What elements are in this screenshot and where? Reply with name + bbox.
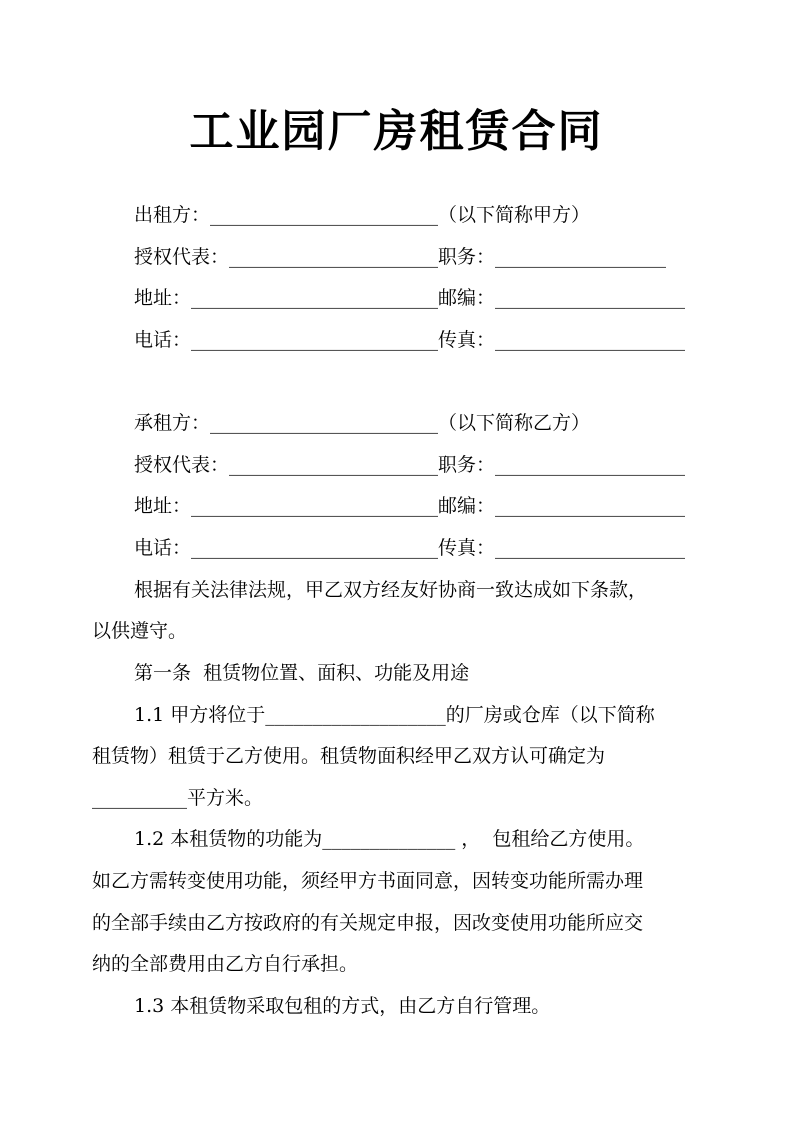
- clause-1-3-line-1: 1.3 本租赁物采取包租的方式，由乙方自行管理。: [134, 995, 551, 1017]
- lessee-name-line: 承租方：________________________（以下简称乙方）: [134, 412, 591, 434]
- lessor-name-line: 出租方：________________________（以下简称甲方）: [134, 204, 591, 226]
- preamble-line-1: 根据有关法律法规，甲乙双方经友好协商一致达成如下条款，: [134, 579, 648, 601]
- clause-1-2-line-2: 如乙方需转变使用功能，须经甲方书面同意，因转变功能所需办理: [92, 870, 644, 892]
- clause-1-2-line-4: 纳的全部费用由乙方自行承担。: [92, 953, 359, 975]
- preamble-line-2: 以供遵守。: [92, 620, 188, 642]
- clause-1-2-line-3: 的全部手续由乙方按政府的有关规定申报，因改变使用功能所应交: [92, 912, 644, 934]
- article-1-heading: 第一条 租赁物位置、面积、功能及用途: [134, 662, 470, 684]
- lessor-representative-line: 授权代表：______________________职务：__________________: [134, 246, 667, 268]
- lessor-phone-line: 电话：__________________________传真：____________________: [134, 329, 686, 351]
- contract-title: 工业园厂房租赁合同: [189, 106, 604, 157]
- lessee-address-line: 地址：__________________________邮编：____________________: [134, 495, 686, 517]
- clause-1-1-line-3: __________平方米。: [92, 787, 264, 809]
- clause-1-1-line-1: 1.1 甲方将位于___________________的厂房或仓库（以下简称: [134, 704, 655, 726]
- lessee-phone-line: 电话：__________________________传真：____________________: [134, 537, 686, 559]
- lessee-representative-line: 授权代表：______________________职务：____________________: [134, 454, 686, 476]
- clause-1-2-line-1: 1.2 本租赁物的功能为______________ ， 包租给乙方使用。: [134, 828, 645, 850]
- clause-1-1-line-2: 租赁物）租赁于乙方使用。租赁物面积经甲乙双方认可确定为: [92, 745, 606, 767]
- lessor-address-line: 地址：__________________________邮编：____________________: [134, 287, 686, 309]
